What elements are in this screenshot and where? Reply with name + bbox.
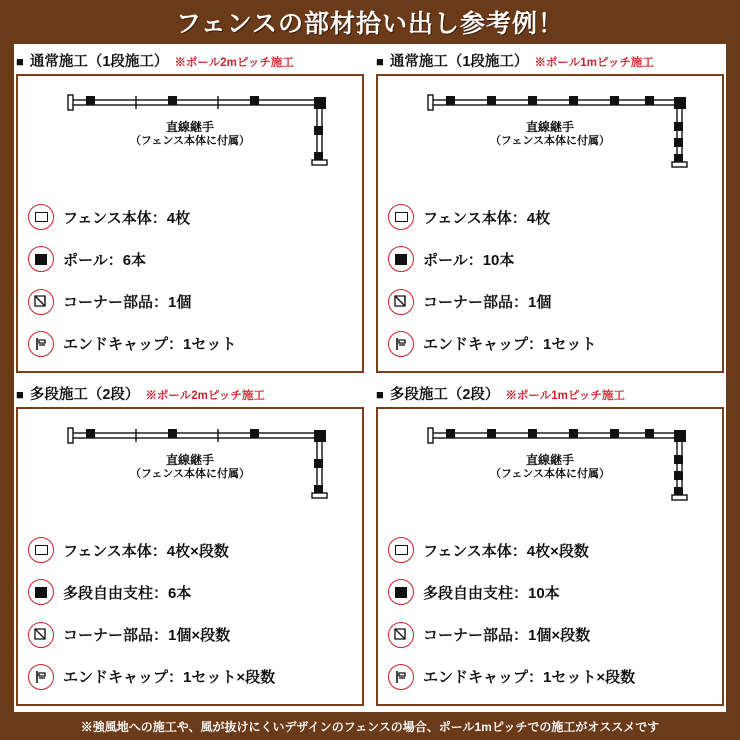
panel-header: [16, 50, 364, 71]
legend-label: フェンス本体：4枚: [63, 209, 191, 227]
left-edge-bar: [0, 0, 14, 740]
joint-label-main: 直線継手: [165, 120, 214, 134]
panel-multitier-2m: [16, 383, 364, 706]
joint-label-sub: （フェンス本体に付属）: [129, 468, 251, 480]
bullet-square-icon: ■: [16, 54, 24, 69]
panel-header: [376, 50, 724, 71]
legend-label: 多段自由支柱：6本: [63, 584, 192, 602]
legend-label: エンドキャップ：1セット×段数: [423, 669, 636, 687]
legend-list: [28, 529, 352, 698]
joint-label: [130, 453, 250, 482]
fence-panel-icon: [388, 537, 414, 563]
legend-label: コーナー部品：1個×段数: [63, 627, 231, 645]
legend-item: [388, 535, 712, 565]
legend-item: [388, 620, 712, 650]
legend-list: [388, 196, 712, 365]
legend-item: [388, 287, 712, 317]
footer-banner: [0, 712, 740, 740]
end-cap-icon: [388, 664, 414, 690]
panel-note: ※ポール2mピッチ施工: [174, 57, 294, 69]
joint-label-main: 直線継手: [165, 453, 214, 467]
legend-label: ポール：10本: [423, 251, 515, 269]
panel-header: [16, 383, 364, 404]
legend-list: [28, 196, 352, 365]
joint-label-main: 直線継手: [525, 120, 574, 134]
legend-item: [28, 329, 352, 359]
legend-item: [388, 577, 712, 607]
legend-item: [28, 202, 352, 232]
fence-layout-diagram: [388, 415, 712, 527]
end-cap-icon: [28, 331, 54, 357]
panel-header: [376, 383, 724, 404]
fence-layout-diagram: [388, 82, 712, 194]
panel-body: [376, 407, 724, 706]
legend-item: [388, 662, 712, 692]
legend-item: [28, 535, 352, 565]
joint-label-sub: （フェンス本体に付属）: [489, 135, 611, 147]
fence-panel-icon: [28, 537, 54, 563]
panel-title: 多段施工（2段）: [29, 387, 140, 403]
legend-label: 多段自由支柱：10本: [423, 584, 560, 602]
bullet-square-icon: ■: [376, 54, 384, 69]
legend-label: エンドキャップ：1セット×段数: [63, 669, 276, 687]
panel-body: [376, 74, 724, 373]
panel-title: 多段施工（2段）: [389, 387, 500, 403]
legend-item: [388, 329, 712, 359]
legend-label: フェンス本体：4枚×段数: [423, 542, 589, 560]
right-edge-bar: [726, 0, 740, 740]
panel-multitier-1m: [376, 383, 724, 706]
legend-item: [28, 620, 352, 650]
legend-label: フェンス本体：4枚×段数: [63, 542, 229, 560]
legend-label: ポール：6本: [63, 251, 147, 269]
legend-label: コーナー部品：1個×段数: [423, 627, 591, 645]
joint-label-sub: （フェンス本体に付属）: [129, 135, 251, 147]
legend-item: [28, 577, 352, 607]
bullet-square-icon: ■: [376, 387, 384, 402]
fence-layout-diagram: [28, 82, 352, 194]
header-banner: [0, 0, 740, 44]
panel-title: 通常施工（1段施工）: [389, 54, 529, 70]
legend-label: エンドキャップ：1セット: [423, 336, 597, 354]
panel-standard-2m: [16, 50, 364, 373]
joint-label: [130, 120, 250, 149]
panel-grid: [16, 50, 724, 706]
panel-note: ※ポール1mピッチ施工: [505, 390, 625, 402]
panel-body: [16, 74, 364, 373]
legend-item: [28, 244, 352, 274]
end-cap-icon: [28, 664, 54, 690]
legend-label: フェンス本体：4枚: [423, 209, 551, 227]
pole-icon: [388, 579, 414, 605]
panel-standard-1m: [376, 50, 724, 373]
joint-label-main: 直線継手: [525, 453, 574, 467]
legend-label: コーナー部品：1個: [63, 294, 192, 312]
fence-panel-icon: [388, 204, 414, 230]
fence-layout-diagram: [28, 415, 352, 527]
panel-body: [16, 407, 364, 706]
corner-part-icon: [28, 289, 54, 315]
pole-icon: [28, 579, 54, 605]
corner-part-icon: [388, 622, 414, 648]
legend-label: コーナー部品：1個: [423, 294, 552, 312]
joint-label: [490, 120, 610, 149]
joint-label: [490, 453, 610, 482]
legend-list: [388, 529, 712, 698]
corner-part-icon: [28, 622, 54, 648]
pole-icon: [28, 246, 54, 272]
legend-item: [388, 202, 712, 232]
legend-item: [28, 287, 352, 317]
corner-part-icon: [388, 289, 414, 315]
pole-icon: [388, 246, 414, 272]
legend-label: エンドキャップ：1セット: [63, 336, 237, 354]
joint-label-sub: （フェンス本体に付属）: [489, 468, 611, 480]
legend-item: [388, 244, 712, 274]
end-cap-icon: [388, 331, 414, 357]
fence-panel-icon: [28, 204, 54, 230]
panel-note: ※ポール1mピッチ施工: [534, 57, 654, 69]
footer-note: ※強風地への施工や、風が抜けにくいデザインのフェンスの場合、ポール1mピッチでの施工がオススメです: [80, 719, 660, 734]
bullet-square-icon: ■: [16, 387, 24, 402]
page-title: フェンスの部材拾い出し参考例！: [175, 10, 564, 38]
legend-item: [28, 662, 352, 692]
panel-title: 通常施工（1段施工）: [29, 54, 169, 70]
panel-note: ※ポール2mピッチ施工: [145, 390, 265, 402]
